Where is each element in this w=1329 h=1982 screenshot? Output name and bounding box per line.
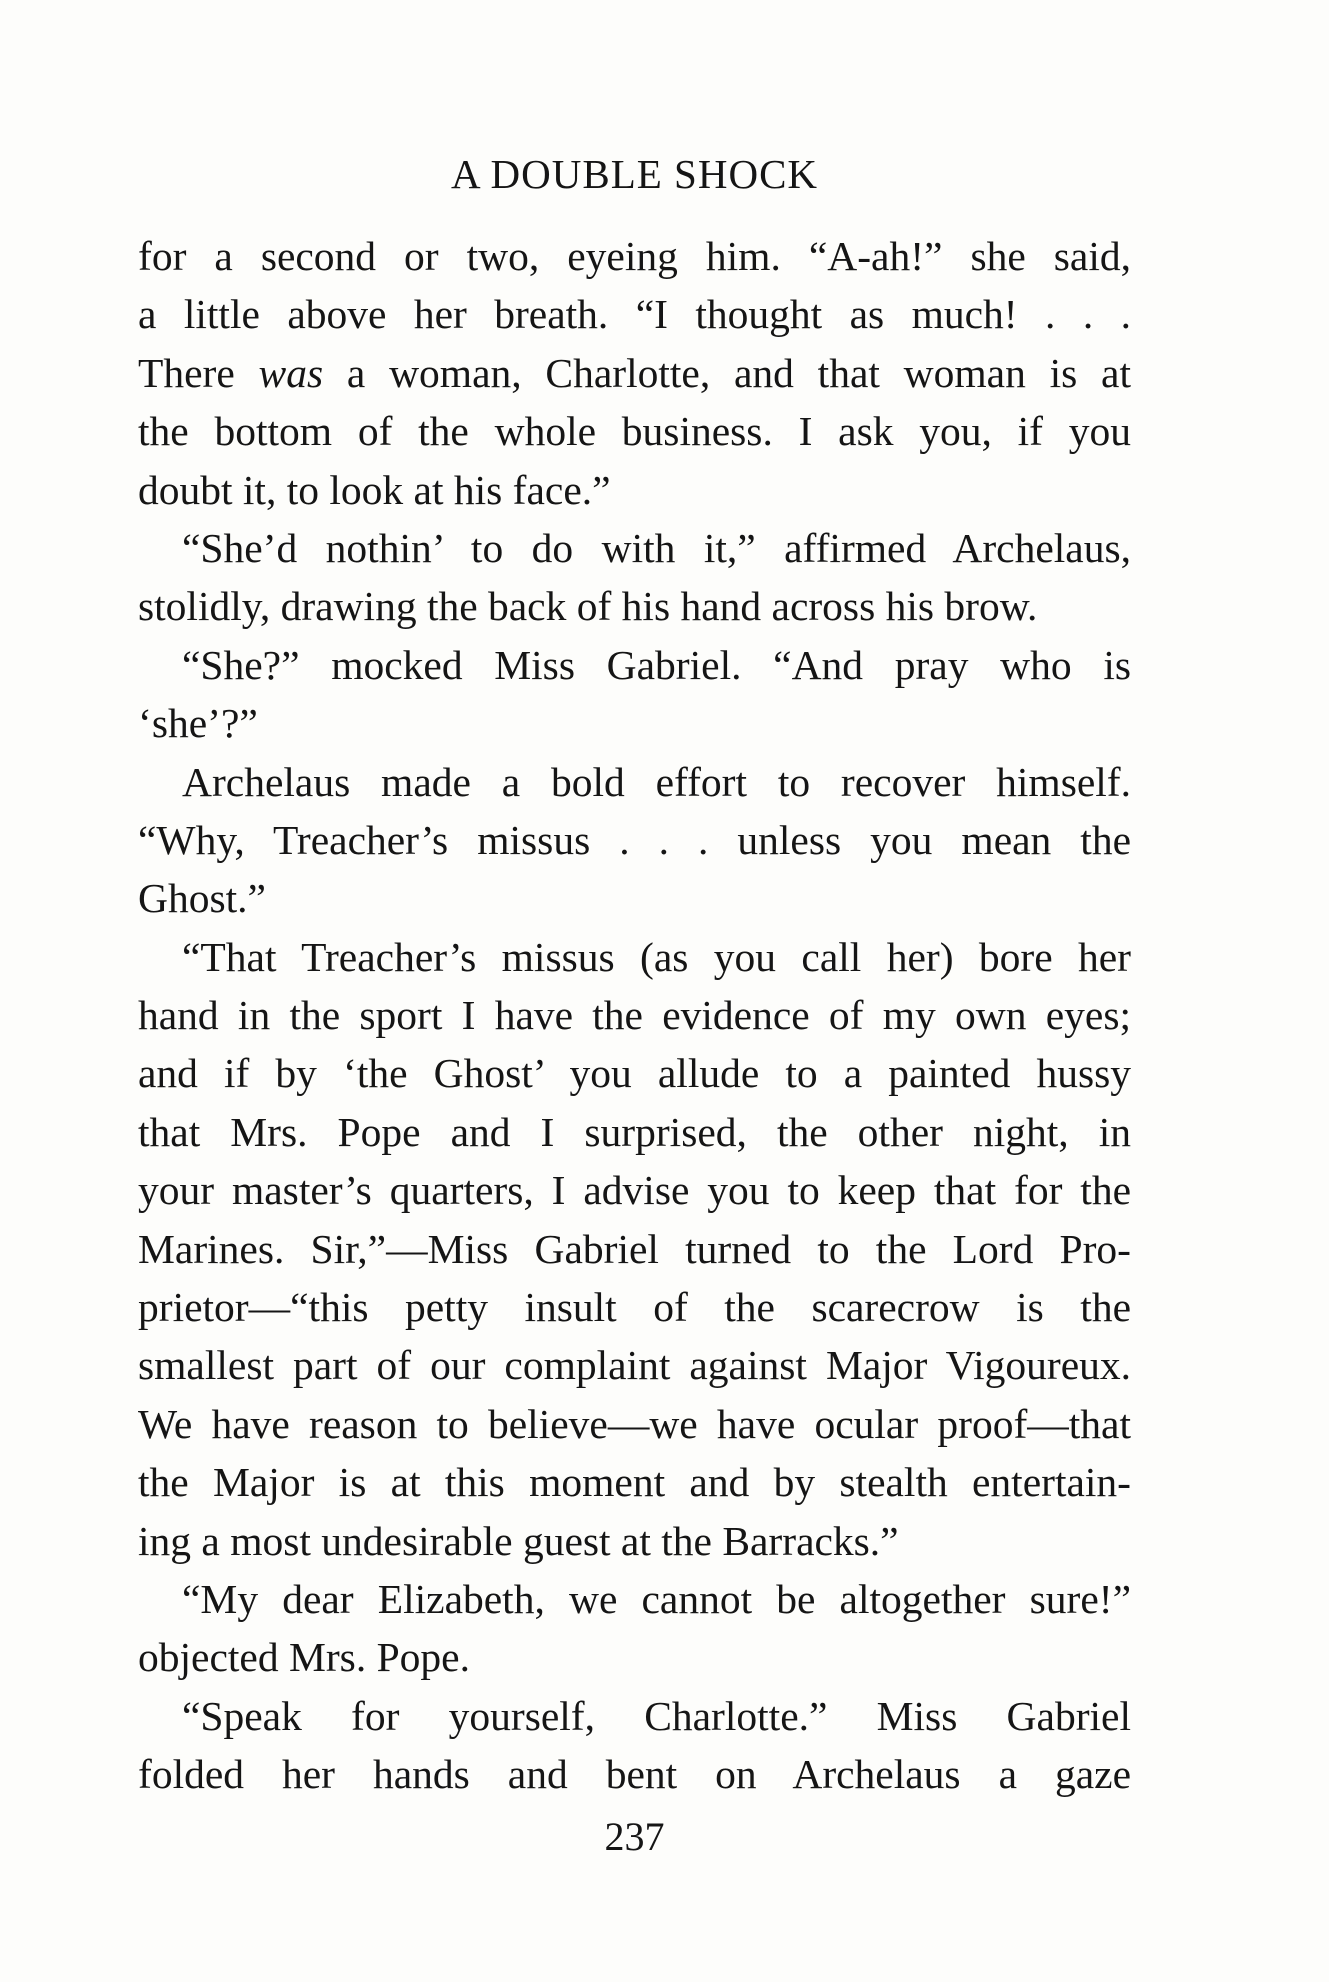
text-line: your master’s quarters, I advise you to keep that for the — [138, 1167, 1131, 1214]
text-line: prietor—“this petty insult of the scarecrow is the — [138, 1284, 1131, 1331]
text-line: the bottom of the whole business. I ask you, if you — [138, 408, 1131, 455]
text-run: a woman, Charlotte, and that woman is at — [323, 349, 1131, 396]
text-line: objected Mrs. Pope. — [138, 1634, 470, 1681]
running-head: A DOUBLE SHOCK — [450, 151, 819, 197]
body-text — [138, 227, 1131, 1804]
text-line: hand in the sport I have the evidence of my own eyes; — [138, 992, 1131, 1039]
italic-word: was — [258, 349, 324, 396]
text-line: “She?” mocked Miss Gabriel. “And pray who is — [182, 641, 1131, 688]
text-line: We have reason to believe—we have ocular proof—that — [138, 1400, 1131, 1447]
text-line: Marines. Sir,”—Miss Gabriel turned to the Lord Pro- — [138, 1225, 1131, 1272]
text-line: Ghost.” — [138, 875, 266, 922]
text-line: folded her hands and bent on Archelaus a gaze — [138, 1751, 1131, 1798]
text-line: “She’d nothin’ to do with it,” affirmed Archelaus, — [182, 524, 1131, 571]
text-line: “That Treacher’s missus (as you call her) bore her — [182, 933, 1131, 980]
text-line: ing a most undesirable guest at the Barracks.” — [138, 1517, 899, 1564]
text-line: stolidly, drawing the back of his hand across his brow. — [138, 583, 1038, 630]
text-line: ‘she’?” — [138, 700, 258, 747]
text-line: for a second or two, eyeing him. “A-ah!” she said, — [138, 233, 1131, 279]
page-number: 237 — [604, 1814, 665, 1859]
text-line: that Mrs. Pope and I surprised, the other night, in — [138, 1108, 1131, 1155]
text-line: “My dear Elizabeth, we cannot be altogether sure!” — [182, 1575, 1131, 1622]
text-line: “Why, Treacher’s missus . . . unless you mean the — [138, 816, 1131, 863]
text-run: There — [138, 349, 259, 396]
text-line: “Speak for yourself, Charlotte.” Miss Gabriel — [182, 1692, 1131, 1739]
text-line: Archelaus made a bold effort to recover himself. — [182, 758, 1131, 805]
text-line: a little above her breath. “I thought as much! . . . — [138, 291, 1131, 338]
text-line — [138, 344, 1131, 402]
text-line: doubt it, to look at his face.” — [138, 466, 611, 513]
text-line: smallest part of our complaint against Major Vigoureux. — [138, 1342, 1131, 1389]
text-line: the Major is at this moment and by stealth entertain- — [138, 1459, 1131, 1506]
text-line: and if by ‘the Ghost’ you allude to a painted hussy — [138, 1050, 1131, 1097]
